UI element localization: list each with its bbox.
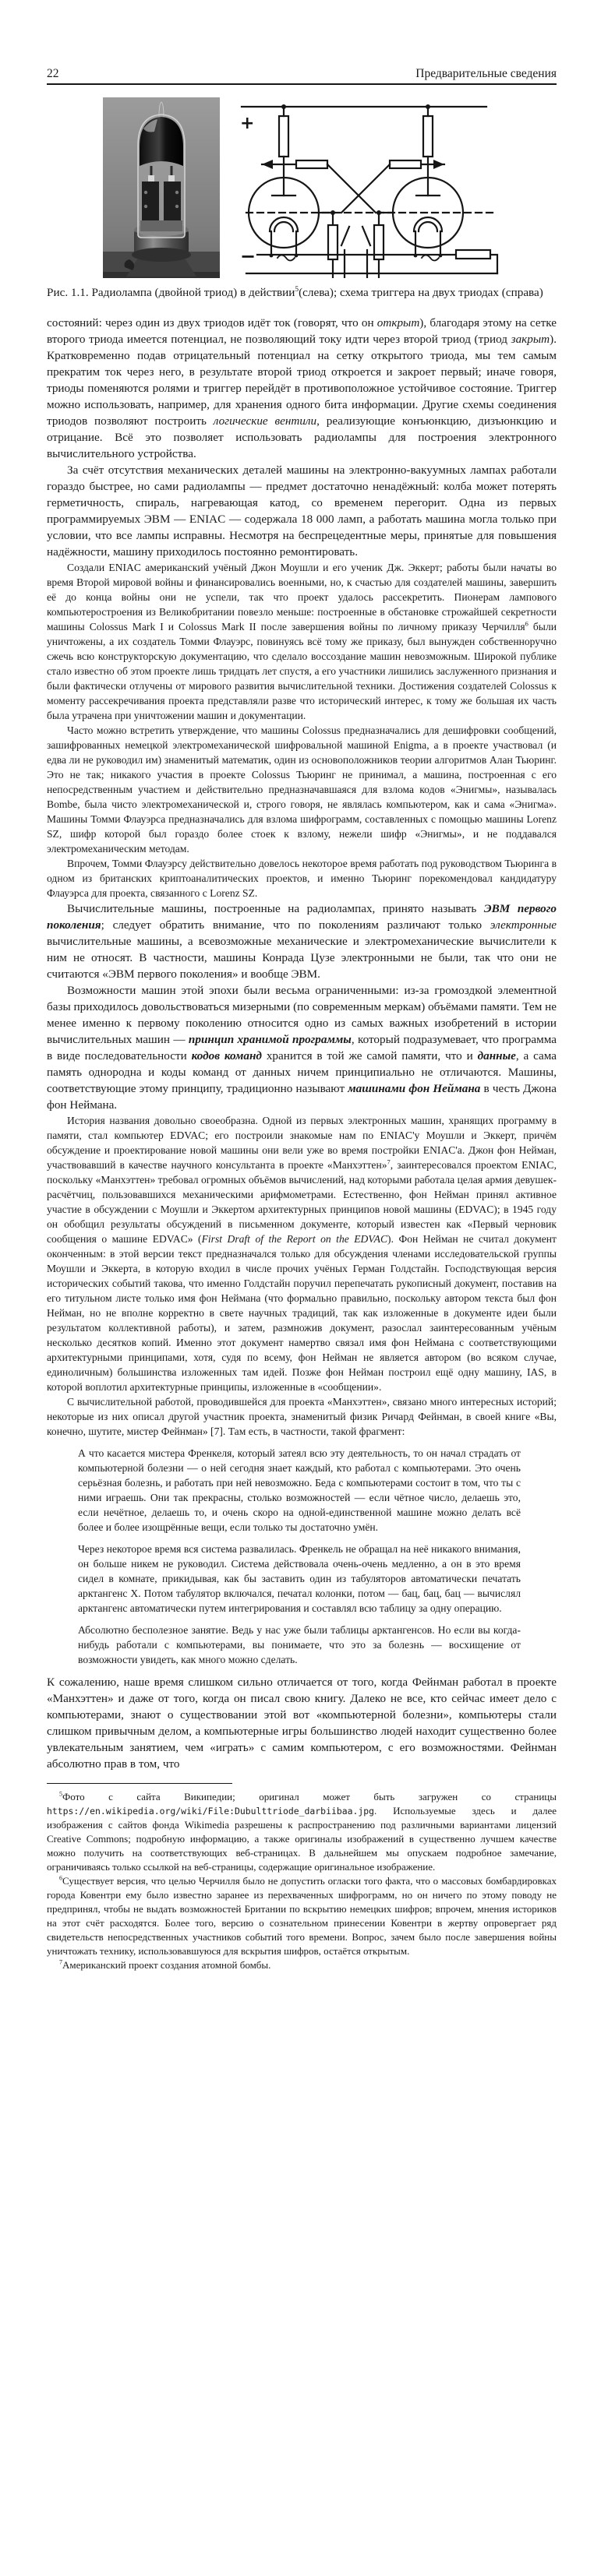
text-run: данные <box>477 1049 516 1062</box>
text-run: . Используемые здесь и далее изображения с сайтов фонда Wikimedia разрешены к распространению под различными вариантами лицензий Creative Commons; подробную информацию, а также оригиналы изображений в существенно лучшем качестве можно получить на соответствующих веб-страницах. В дальнейшем мы опускаем подробное замечание, ограничиваясь только ссылкой на веб-страницы, содержащие оригинальное изображение. <box>47 1805 557 1873</box>
footnote-7 <box>47 1958 557 1972</box>
text-run: ; следует обратить внимание, что по поколениям различают только <box>101 918 490 932</box>
text-run: ЭВМ первого поколения <box>47 902 557 932</box>
text-run: машинами фон Неймана <box>348 1082 481 1095</box>
text-run: электронные <box>490 918 557 932</box>
paragraph-feynman-intro <box>47 1394 557 1439</box>
text-run: История названия довольно своеобразна. Одной из первых электронных машин, хранящих программу в памяти, стал компьютер EDVAC; его построили знакомые нам по ENIAC'у Моушли и Эккерт, причём обсуждение и проектирование новой машины они вели уже во время постройки ENIAC'а. Джон фон Нейман, участвовавший в качестве научного консультанта в проекте «Манхэттен» <box>47 1115 557 1171</box>
paragraph-edvac-history <box>47 1113 557 1394</box>
text-run: вычислительные машины, а всевозможные механические и электромеханические вычислители к ним не относят. В частности, машины Конрада Цузе электронными не были, так что они не считаются «ЭВМ первого поколения» и вообще ЭВМ. <box>47 935 557 981</box>
text-run: логические вентили <box>213 414 317 428</box>
text-run: в честь Джона фон Неймана. <box>47 1082 557 1112</box>
paragraph-first-generation <box>47 900 557 982</box>
text-run: К сожалению, наше время слишком сильно отличается от того, когда Фейнман работал в проекте «Манхэттен» и даже от того, когда он писал свою книгу. Далеко не все, кто сейчас имеет дело с компьютерами, знают о существовании этой вот «компьютерной болезни», компьютеры стали слишком привычным делом, а компьютерные игры большинство людей находит существенно более увлекательным занятием, чем «играть» с самим компьютером, с его возможностями. Фейнман абсолютно прав в том, что <box>47 1676 557 1771</box>
page-body <box>47 315 557 1772</box>
text-run: Впрочем, Томми Флауэрсу действительно довелось некоторое время работать под руководством Тьюринга в одном из британских криптоаналитических проектов, и именно Тьюринг порекомендовал кандидатуру Флауэрса для проекта, связанного с Lorenz SZ. <box>47 858 557 899</box>
text-run: Возможности машин этой эпохи были весьма ограниченными: из-за громоздкой элементной базы приходилось довольствоваться мизерными (по современным меркам) объёмами памяти. Тем не менее именно к первому поколению относится одно из самых важных изобретений в истории вычислительных машин — <box>47 984 557 1046</box>
trigger-schematic <box>235 97 500 278</box>
text-run: были уничтожены, а их создатель Томми Флауэрс, повинуясь всё тому же приказу, был вынужден собственноручно сжечь всю конструкторскую документацию, что сделало воссоздание машин невозможным. Широкой публике стало известно об этом проекте лишь тридцать лет спустя, а его участники лишились заслуженного признания и были фактически отлучены от мирового развития вычислительной техники. Достижения создателей Colossus к моменту рассекречивания проекта представляли разве что исторический интерес, к тому же большая их часть была утрачена при уничтожении машин и документации. <box>47 621 557 721</box>
paragraph-eniac-lamps <box>47 462 557 560</box>
paragraph-flowers-turing <box>47 856 557 900</box>
text-run: 5 <box>59 1790 63 1798</box>
text-run: хранится в той же самой памяти, что и <box>261 1049 478 1062</box>
page-number: 22 <box>47 67 59 80</box>
text-run: First Draft of the Report on the EDVAC <box>201 1233 388 1245</box>
text-run: Через некоторое время вся система развалилась. Френкель не обращал на неё никакого внимания, он больше никем не руководил. Система действовала очень-очень медленно, а он в это время сидел в комнате, прикидывая, как бы заставить один из табуляторов автоматически печатать арктангенс X. Потом табулятор включался, печатал колонки, потом — бац, бац, бац — вычислял арктангенс автоматически путем интегрирования и составлял всю таблицу за одну операцию. <box>78 1543 521 1614</box>
quote-frankel-disease <box>78 1446 521 1535</box>
text-run: ). Кратковременно подав отрицательный потенциал на сетку открытого триода, мы тем самым прекратим ток через него, в результате второй триод откроется и закроет первый; иначе говоря, триоды поменяются ролями и триггер перейдёт в противоположное устойчивое состояние. Триггер можно использовать, например, для хранения одного бита информации. Другие схемы соединения триодов позволяют построить <box>47 333 557 428</box>
footnote-5 <box>47 1790 557 1874</box>
paragraph-colossus-turing <box>47 723 557 856</box>
figure-1-1 <box>47 97 557 278</box>
paragraph-nowadays <box>47 1674 557 1772</box>
text-run: 6 <box>525 619 528 628</box>
vacuum-tube-photo <box>103 97 220 278</box>
text-run: , заинтересовался проектом ENIAC, поскольку «Манхэттен» требовал огромных объёмов вычислений, над которыми работала целая армия девушек-расчётчиц, пользовавшихся механическими арифмометрами. Естественно, фон Нейман принял активное участие в обсуждении с Моушли и Эккертом архитектурных принципов новой машины (EDVAC); в 1945 году он обобщил результаты обсуждений в письменном документе, который известен как «Первый черновик сообщения о машине EDVAC» ( <box>47 1159 557 1245</box>
text-run: состояний: через один из двух триодов идёт ток (говорят, что он <box>47 316 377 329</box>
text-run: Фото с сайта Википедии; оригинал может быть загружен со страницы <box>62 1791 557 1802</box>
text-run: , а сама память однородна и коды команд от данных ничем принципиально не отличаются. Машины, соответствующие этому принципу, традиционно называют <box>47 1049 557 1095</box>
paragraph-stored-program <box>47 982 557 1113</box>
text-run: https://en.wikipedia.org/wiki/File:Dubulttriode_darbiibaa.jpg <box>47 1806 375 1817</box>
text-run: принцип хранимой программы <box>188 1033 352 1046</box>
schematic-minus-label: − <box>240 245 256 267</box>
page-header <box>47 67 557 81</box>
text-run: ), благодаря этому на сетке второго триода имеется потенциал, не позволяющий току идти через второй триод (триод <box>47 316 557 346</box>
text-run: С вычислительной работой, проводившейся для проекта «Манхэттен», связано много интересных историй; некоторые из них описал другой участник проекта, знаменитый физик Ричард Фейнман, в своей книге «Вы, конечно, шутите, мистер Фейнман» [7]. Там есть, в частности, такой фрагмент: <box>47 1396 557 1437</box>
paragraph-eniac-colossus <box>47 560 557 723</box>
quote-useless-activity <box>78 1623 521 1667</box>
text-run: Американский проект создания атомной бомбы. <box>62 1959 271 1971</box>
footnote-rule <box>47 1783 232 1784</box>
text-run: Вычислительные машины, построенные на радиолампах, принято называть <box>67 902 484 915</box>
text-run: , который подразумевает, что программа в виде последовательности <box>47 1033 557 1062</box>
schematic-plus-label: + <box>240 114 255 133</box>
text-run: За счёт отсутствия механических деталей машины на электронно-вакуумных лампах работали гораздо быстрее, но сами радиолампы — предмет достаточно ненадёжный: колба может потерять герметичность, спираль, нагревающая катод, со временем перегорит. Одна из первых программируемых ЭВМ — ENIAC — содержала 18 000 ламп, а работать машина могла только при условии, что все лампы исправны. Несмотря на беспрецедентные меры, принятые для повышения надёжности, машину приходилось постоянно ремонтировать. <box>47 463 557 559</box>
header-rule <box>47 83 557 85</box>
text-run: ). Фон Нейман не считал документ оконченным: в этой версии текст предназначался только для обсуждения членами исследовательской группы Моушли и Эккерта, в которую входил в числе прочих учёных Герман Голдстайн. Господствующая версия исторических событий такова, что именно Голдстайн поручил перепечатать рукописный документ, поставив на его титульном листе только имя фон Неймана (что формально правильно, поскольку автором текста был фон Нейман, но не вполне корректно в свете научных традиций, так как изложенные в документе идеи были результатом коллективной работы), и затем, размножив документ, разослал заинтересованным учёным несколько десятков копий. Именно этот документ намертво связал имя фон Неймана с соответствующими архитектурными принципами, хотя, судя по всему, фон Нейман не является автором (во всяком случае, единоличным) большинства изложенных там идей. Позже фон Нейман построил ещё одну машину, IAS, в которой воплотил архитектурные принципы, изложенные в «сообщении». <box>47 1233 557 1393</box>
text-run: Часто можно встретить утверждение, что машины Colossus предназначались для дешифровки сообщений, зашифрованных немецкой электромеханической шифровальной машиной Enigma, а в проекте участвовал (и едва ли не руководил им) знаменитый математик, один из основоположников теории алгоритмов Алан Тьюринг. Это не так; никакого участия в проекте Colossus Тьюринг не принимал, а машина, построенная с его непосредственным участием и действительно предназначавшаяся для взлома кодов «Энигмы», называлась Bombe, была чисто электромеханической и, строго говоря, не являлась компьютером, как и сама «Энигма». Машины Томми Флауэрса предназначались для взлома шифрограмм, составленных с помощью машины Lorenz SZ, шифр которой был гораздо более стоек к взлому, нежели шифр «Энигмы», и не поддавался электромеханическим методам. <box>47 724 557 855</box>
footnote-6 <box>47 1874 557 1958</box>
text-run: 7 <box>59 1958 63 1966</box>
footnotes <box>47 1790 557 1972</box>
text-run: (слева); схема триггера на двух триодах (справа) <box>299 286 543 299</box>
text-run: закрыт <box>511 333 550 346</box>
text-run: 6 <box>59 1874 63 1882</box>
text-run: , реализующие конъюнкцию, дизъюнкцию и отрицание. Всё это позволяет использовать радиолампы для построения электронного вычислительного устройства. <box>47 414 557 460</box>
text-run: Создали ENIAC американский учёный Джон Моушли и его ученик Дж. Эккерт; работы были начаты во время Второй мировой войны и финансировались военными, но, к счастью для создателей машины, завершить её до конца войны они не успели, так что проект удалось рассекретить. Пионерам лампового компьютеростроения из Великобритании повезло меньше: построенные в обстановке строжайшей секретности машины Colossus Mark I и Colossus Mark II после завершения войны по личному приказу Черчилля <box>47 562 557 633</box>
quote-system-collapsed <box>78 1542 521 1616</box>
text-run: открыт <box>376 316 420 329</box>
text-run: 5 <box>295 285 299 294</box>
text-run: 7 <box>387 1158 391 1166</box>
text-run: А что касается мистера Френкеля, который затеял всю эту деятельность, то он начал страдать от компьютерной болезни — о ней сегодня знает каждый, кто работал с компьютерами. Это очень серьёзная болезнь, и работать при ней невозможно. Беда с компьютерами состоит в том, что ты с ними играешь. Они так прекрасны, столько возможностей — если чётное число, делаешь это, если нечётное, делаешь то, и очень скоро на одной-единственной машине можно делать всё более и более изощрённые вещи, если только ты достаточно умён. <box>78 1447 521 1533</box>
running-title: Предварительные сведения <box>415 67 557 80</box>
figure-caption <box>47 284 557 301</box>
text-run: кодов команд <box>191 1049 262 1062</box>
paragraph-tube-states <box>47 315 557 462</box>
text-run: Существует версия, что целью Черчилля было не допустить огласки того факта, что о массовых бомбардировках города Ковентри ему было известно заранее из перехваченных шифрограмм, но он ничего по этому поводу не предпринял, чтобы не выдать возможностей Британии по вскрытию немецких шифров; впрочем, мнения историков на этот счёт расходятся. Более того, версию о сознательном принесении Ковентри в жертву опровергает ряд свидетельств непосредственных участников событий того времени. Вопрос, зачем было после завершения войны уничтожать технику, использовавшуюся для вскрытия шифров, остаётся открытым. <box>47 1875 557 1957</box>
text-run: Абсолютно бесполезное занятие. Ведь у нас уже были таблицы арктангенсов. Но если вы когда-нибудь работали с компьютерами, вы понимаете, что это за болезнь — восхищение от возможности увидеть, как много можно сделать. <box>78 1624 521 1665</box>
text-run: Рис. 1.1. Радиолампа (двойной триод) в действии <box>47 286 295 299</box>
